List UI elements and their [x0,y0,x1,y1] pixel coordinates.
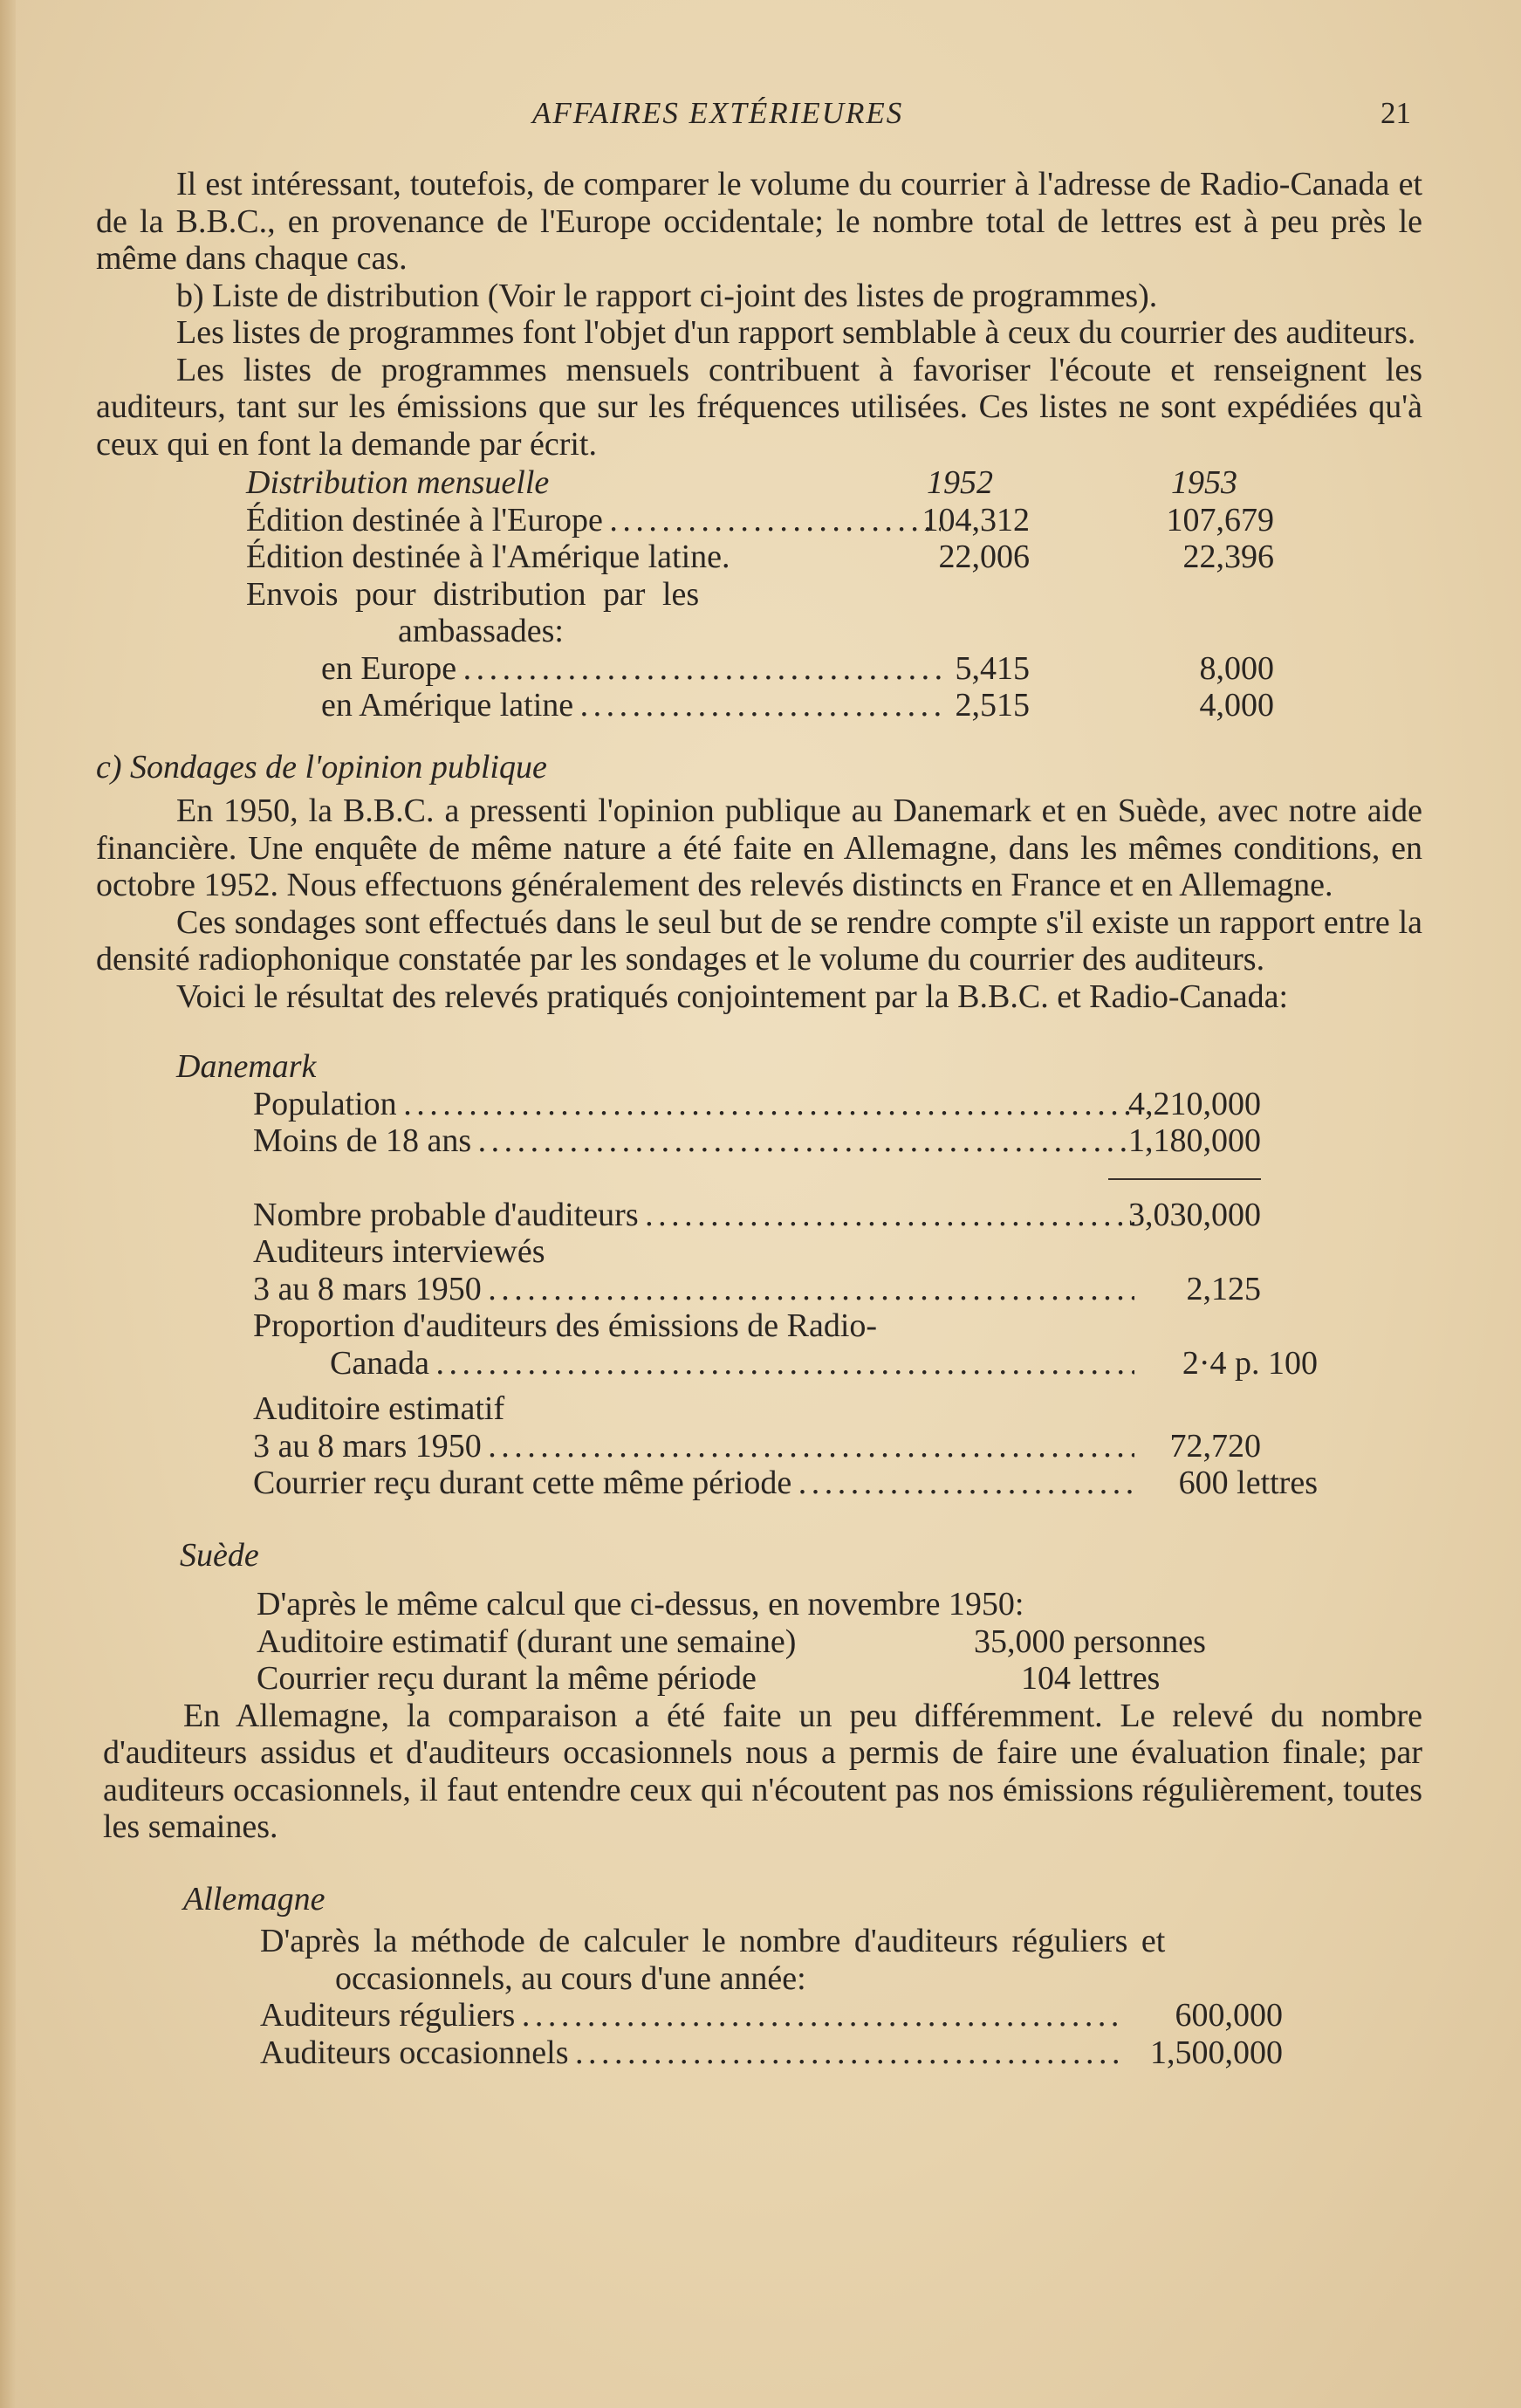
table-row [96,1345,1422,1382]
column-header: 1953 [1171,464,1237,501]
row-label: en Europe . . . [321,650,941,688]
page-body [96,166,1422,2071]
table-row [96,1197,1422,1234]
row-value: 1,500,000 [1150,2034,1283,2071]
running-title: AFFAIRES EXTÉRIEURES [532,96,904,130]
table-row [96,1233,1422,1271]
row-label: Nombre probable d'auditeurs . . . [253,1197,1134,1234]
paragraph: En 1950, la B.B.C. a pressenti l'opinion publique au Danemark et en Suède, avec notre aide financière. Une enquête de même nature a été faite en Allemagne, dans les mêmes conditions, en octobre 1952. Nous effectuons généralement des relevés distincts en France et en Allemagne. [96,792,1422,903]
table-row [96,1660,1422,1698]
distribution-table [96,464,1422,724]
row-value: 104 lettres [1021,1660,1161,1697]
table-row [96,1390,1422,1428]
table-row [96,2034,1422,2072]
row-label: 3 au 8 mars 1950 . . . [253,1428,1134,1465]
rule-row [96,1160,1422,1197]
table-row [96,650,1422,688]
value-1953: 8,000 [1199,649,1274,687]
row-value: 35,000 personnes [974,1622,1206,1660]
table-row [96,1271,1422,1308]
subsection-heading-row [96,1048,1422,1086]
row-label: Auditeurs occasionnels . . . [260,2034,1126,2072]
row-label: Moins de 18 ans . . . [253,1122,1134,1160]
table-row [96,1122,1422,1160]
subsection-heading-row [96,1537,1422,1574]
paragraph: Les listes de programmes font l'objet d'un rapport semblable à ceux du courrier des auditeurs. [176,314,1416,351]
subsection-heading: Danemark [176,1048,317,1085]
value-1952: 104,312 [922,501,1030,539]
subsection-heading: Suède [180,1536,259,1574]
row-value: 600 lettres [1178,1465,1318,1501]
row-label: Proportion d'auditeurs des émissions de Radio- [253,1307,878,1344]
paragraph: Ces sondages sont effectués dans le seul but de se rendre compte s'il existe un rapport entre la densité radiophonique constatée par les sondages et le volume du courrier des auditeurs. [96,903,1422,978]
value-1953: 4,000 [1199,687,1274,724]
row-label: ambassades: [398,613,564,649]
table-row [96,1465,1422,1502]
table-row [96,539,1422,576]
table-row [96,1428,1422,1465]
row-label: Canada . . . [330,1345,1134,1382]
row-value: 4,210,000 [1128,1085,1261,1122]
row-label: Édition destinée à l'Europe . . . [246,502,941,539]
row-label: Population . . . [253,1086,1134,1123]
row-label: Auditoire estimatif [253,1390,505,1427]
value-1952: 2,515 [955,687,1030,724]
paragraph: Voici le résultat des relevés pratiqués conjointement par la B.B.C. et Radio-Canada: [176,978,1289,1015]
suede-block [96,1537,1422,1698]
page-binding-edge [0,0,16,2408]
table-header-row [96,464,1422,502]
column-header: 1952 [927,464,993,501]
row-label: Édition destinée à l'Amérique latine. [246,539,730,575]
row-label: Auditeurs réguliers . . . [260,1997,1126,2034]
paragraph: b) Liste de distribution (Voir le rapport ci-joint des listes de programmes). [176,277,1158,314]
table-row [96,687,1422,724]
text-line: D'après la méthode de calculer le nombre d'auditeurs réguliers et [260,1923,1166,1959]
column-header: Distribution mensuelle [246,464,550,501]
row-value: 2,125 [1186,1270,1261,1307]
table-row [96,576,1422,614]
text-line [96,1586,1422,1623]
table-row [96,1307,1422,1345]
value-1953: 22,396 [1182,539,1274,575]
sum-rule [1108,1178,1261,1180]
row-value: 2·4 p. 100 [1182,1344,1318,1382]
section-heading: c) Sondages de l'opinion publique [96,748,547,786]
row-value: 3,030,000 [1128,1196,1261,1233]
danemark-table [96,1048,1422,1502]
subsection-heading-row [96,1881,1422,1918]
table-row [96,1623,1422,1661]
row-value: 1,180,000 [1128,1122,1261,1159]
paragraph: En Allemagne, la comparaison a été faite un peu différemment. Le relevé du nombre d'auditeurs assidus et d'auditeurs occasionnels nous a permis de faire une évaluation finale; par auditeurs occasionnels, il faut entendre ceux qui n'écoutent pas nos émissions régulièrement, toutes les semaines. [103,1697,1422,1845]
subsection-heading: Allemagne [183,1880,325,1917]
value-1952: 5,415 [955,649,1030,687]
row-value: 600,000 [1175,1997,1283,2034]
value-1953: 107,679 [1166,501,1274,539]
table-row [96,1997,1422,2034]
text-line: occasionnels, au cours d'une année: [335,1959,806,1997]
text-line: D'après le même calcul que ci-dessus, en novembre 1950: [257,1586,1024,1622]
text-line [96,1923,1422,1960]
paragraph: Les listes de programmes mensuels contribuent à favoriser l'écoute et renseignent les auditeurs, tant sur les émissions que sur les fréquences utilisées. Ces listes ne sont expédiées qu'à ceux qui en font la demande par écrit. [96,351,1422,463]
row-label: en Amérique latine . . . [321,687,941,724]
paragraph: Il est intéressant, toutefois, de comparer le volume du courrier à l'adresse de Radio-Canada et de la B.B.C., en provenance de l'Europe occidentale; le nombre total de lettres est à peu près le même dans chaque cas. [96,166,1422,277]
row-label: Auditeurs interviewés [253,1233,545,1270]
row-value: 72,720 [1169,1427,1261,1465]
table-row [96,502,1422,539]
text-line [96,1960,1422,1998]
page-number: 21 [1381,96,1411,130]
row-label: Envois pour distribution par les [246,575,700,613]
row-label: 3 au 8 mars 1950 . . . [253,1271,1134,1308]
row-label: Courrier reçu durant la même période [257,1660,757,1697]
row-label: Courrier reçu durant cette même période . . . [253,1465,1134,1502]
running-header [0,96,1521,140]
allemagne-block [96,1881,1422,2072]
table-row [96,613,1422,650]
table-row [96,1086,1422,1123]
value-1952: 22,006 [938,539,1030,575]
row-label: Auditoire estimatif (durant une semaine) [257,1622,797,1660]
